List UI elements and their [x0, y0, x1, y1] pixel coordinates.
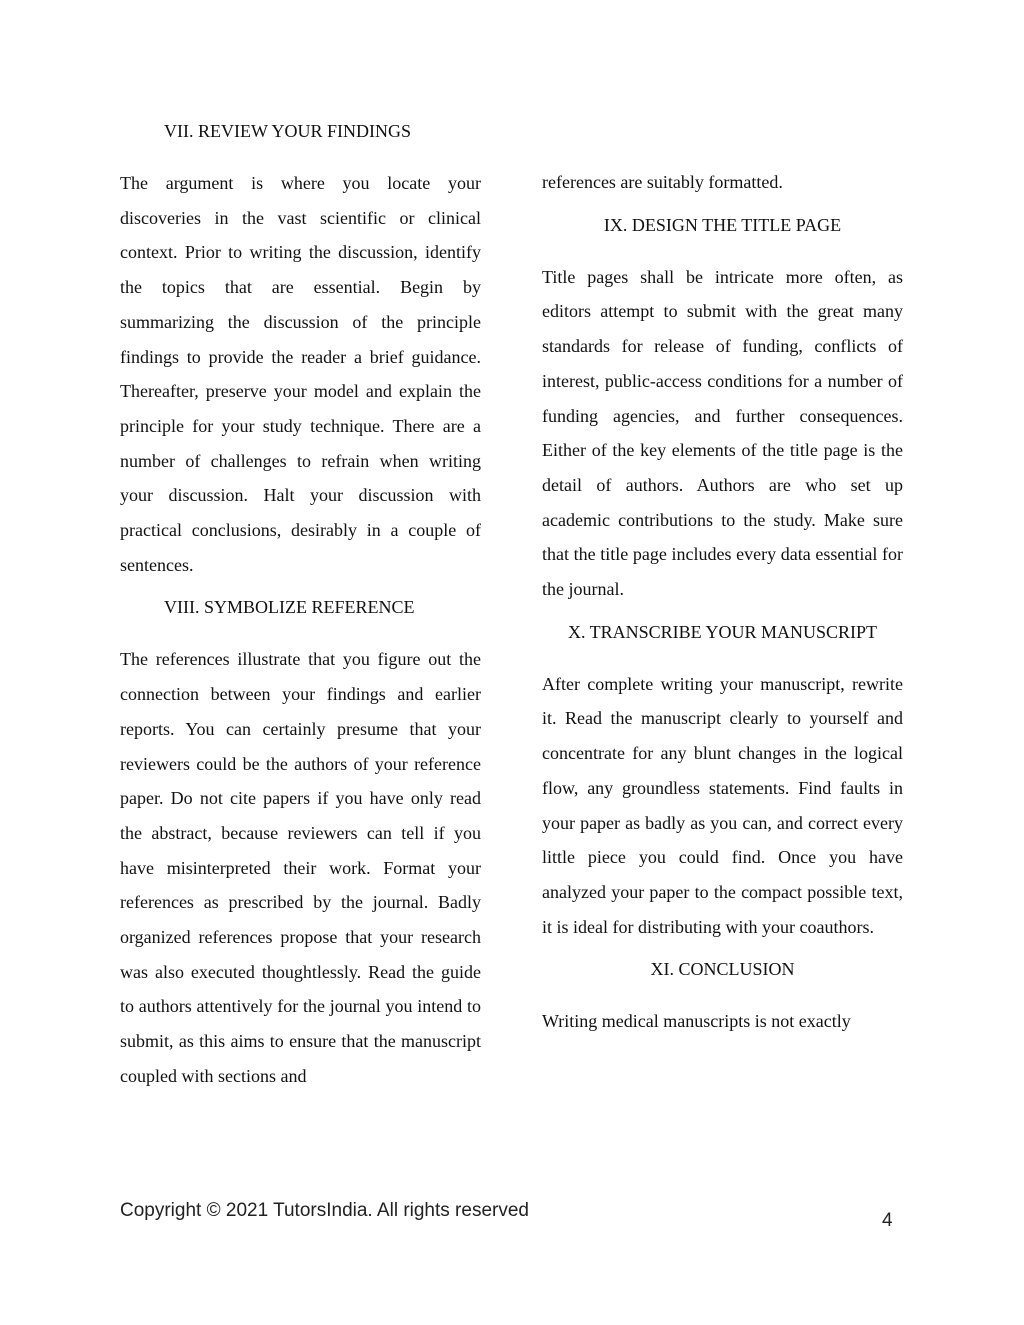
copyright-footer: Copyright © 2021 TutorsIndia. All rights reserved	[120, 1200, 529, 1221]
right-column	[542, 165, 903, 1051]
left-column	[120, 118, 481, 1106]
section-heading-review-findings: VII. REVIEW YOUR FINDINGS	[164, 121, 411, 141]
paragraph-review-findings: The argument is where you locate your discoveries in the vast scientific or clinical context. Prior to writing the discussion, identify the topics that are essential. Begin by summarizing the discussion of the principle findings to provide the reader a brief guidance. Thereafter, preserve your model and explain the principle for your study technique. There are a number of challenges to refrain when writing your discussion. Halt your discussion with practical conclusions, desirably in a couple of sentences.	[120, 173, 481, 575]
section-heading-design-title-page: IX. DESIGN THE TITLE PAGE	[603, 214, 842, 235]
paragraph-conclusion: Writing medical manuscripts is not exactly	[542, 1011, 851, 1032]
paragraph-symbolize-reference: The references illustrate that you figure out the connection between your findings and earlier reports. You can certainly presume that your reviewers could be the authors of your reference paper. Do not cite papers if you have only read the abstract, because reviewers can tell if you have misinterpreted their work. Format your references as prescribed by the journal. Badly organized references propose that your research was also executed thoughtlessly. Read the guide to authors attentively for the journal you intend to submit, as this aims to ensure that the manuscript coupled with sections and	[120, 649, 481, 1086]
section-heading-transcribe-manuscript: X. TRANSCRIBE YOUR MANUSCRIPT	[567, 621, 878, 642]
section-heading-symbolize-reference: VIII. SYMBOLIZE REFERENCE	[164, 597, 415, 618]
page-number: 4	[882, 1210, 893, 1231]
paragraph-transcribe-manuscript: After complete writing your manuscript, rewrite it. Read the manuscript clearly to yourself and concentrate for any blunt changes in the logical flow, any groundless statements. Find faults in your paper as badly as you can, and correct every little piece you could find. Once you have analyzed your paper to the compact possible text, it is ideal for distributing with your coauthors.	[542, 673, 903, 937]
paragraph-design-title-page: Title pages shall be intricate more often, as editors attempt to submit with the great many standards for release of funding, conflicts of interest, public-access conditions for a number of funding agencies, and further consequences. Either of the key elements of the title page is the detail of authors. Authors are who set up academic contributions to the study. Make sure that the title page includes every data essential for the journal.	[542, 266, 903, 600]
section-heading-conclusion: XI. CONCLUSION	[650, 959, 795, 980]
paragraph-continuation: references are suitably formatted.	[542, 172, 783, 192]
